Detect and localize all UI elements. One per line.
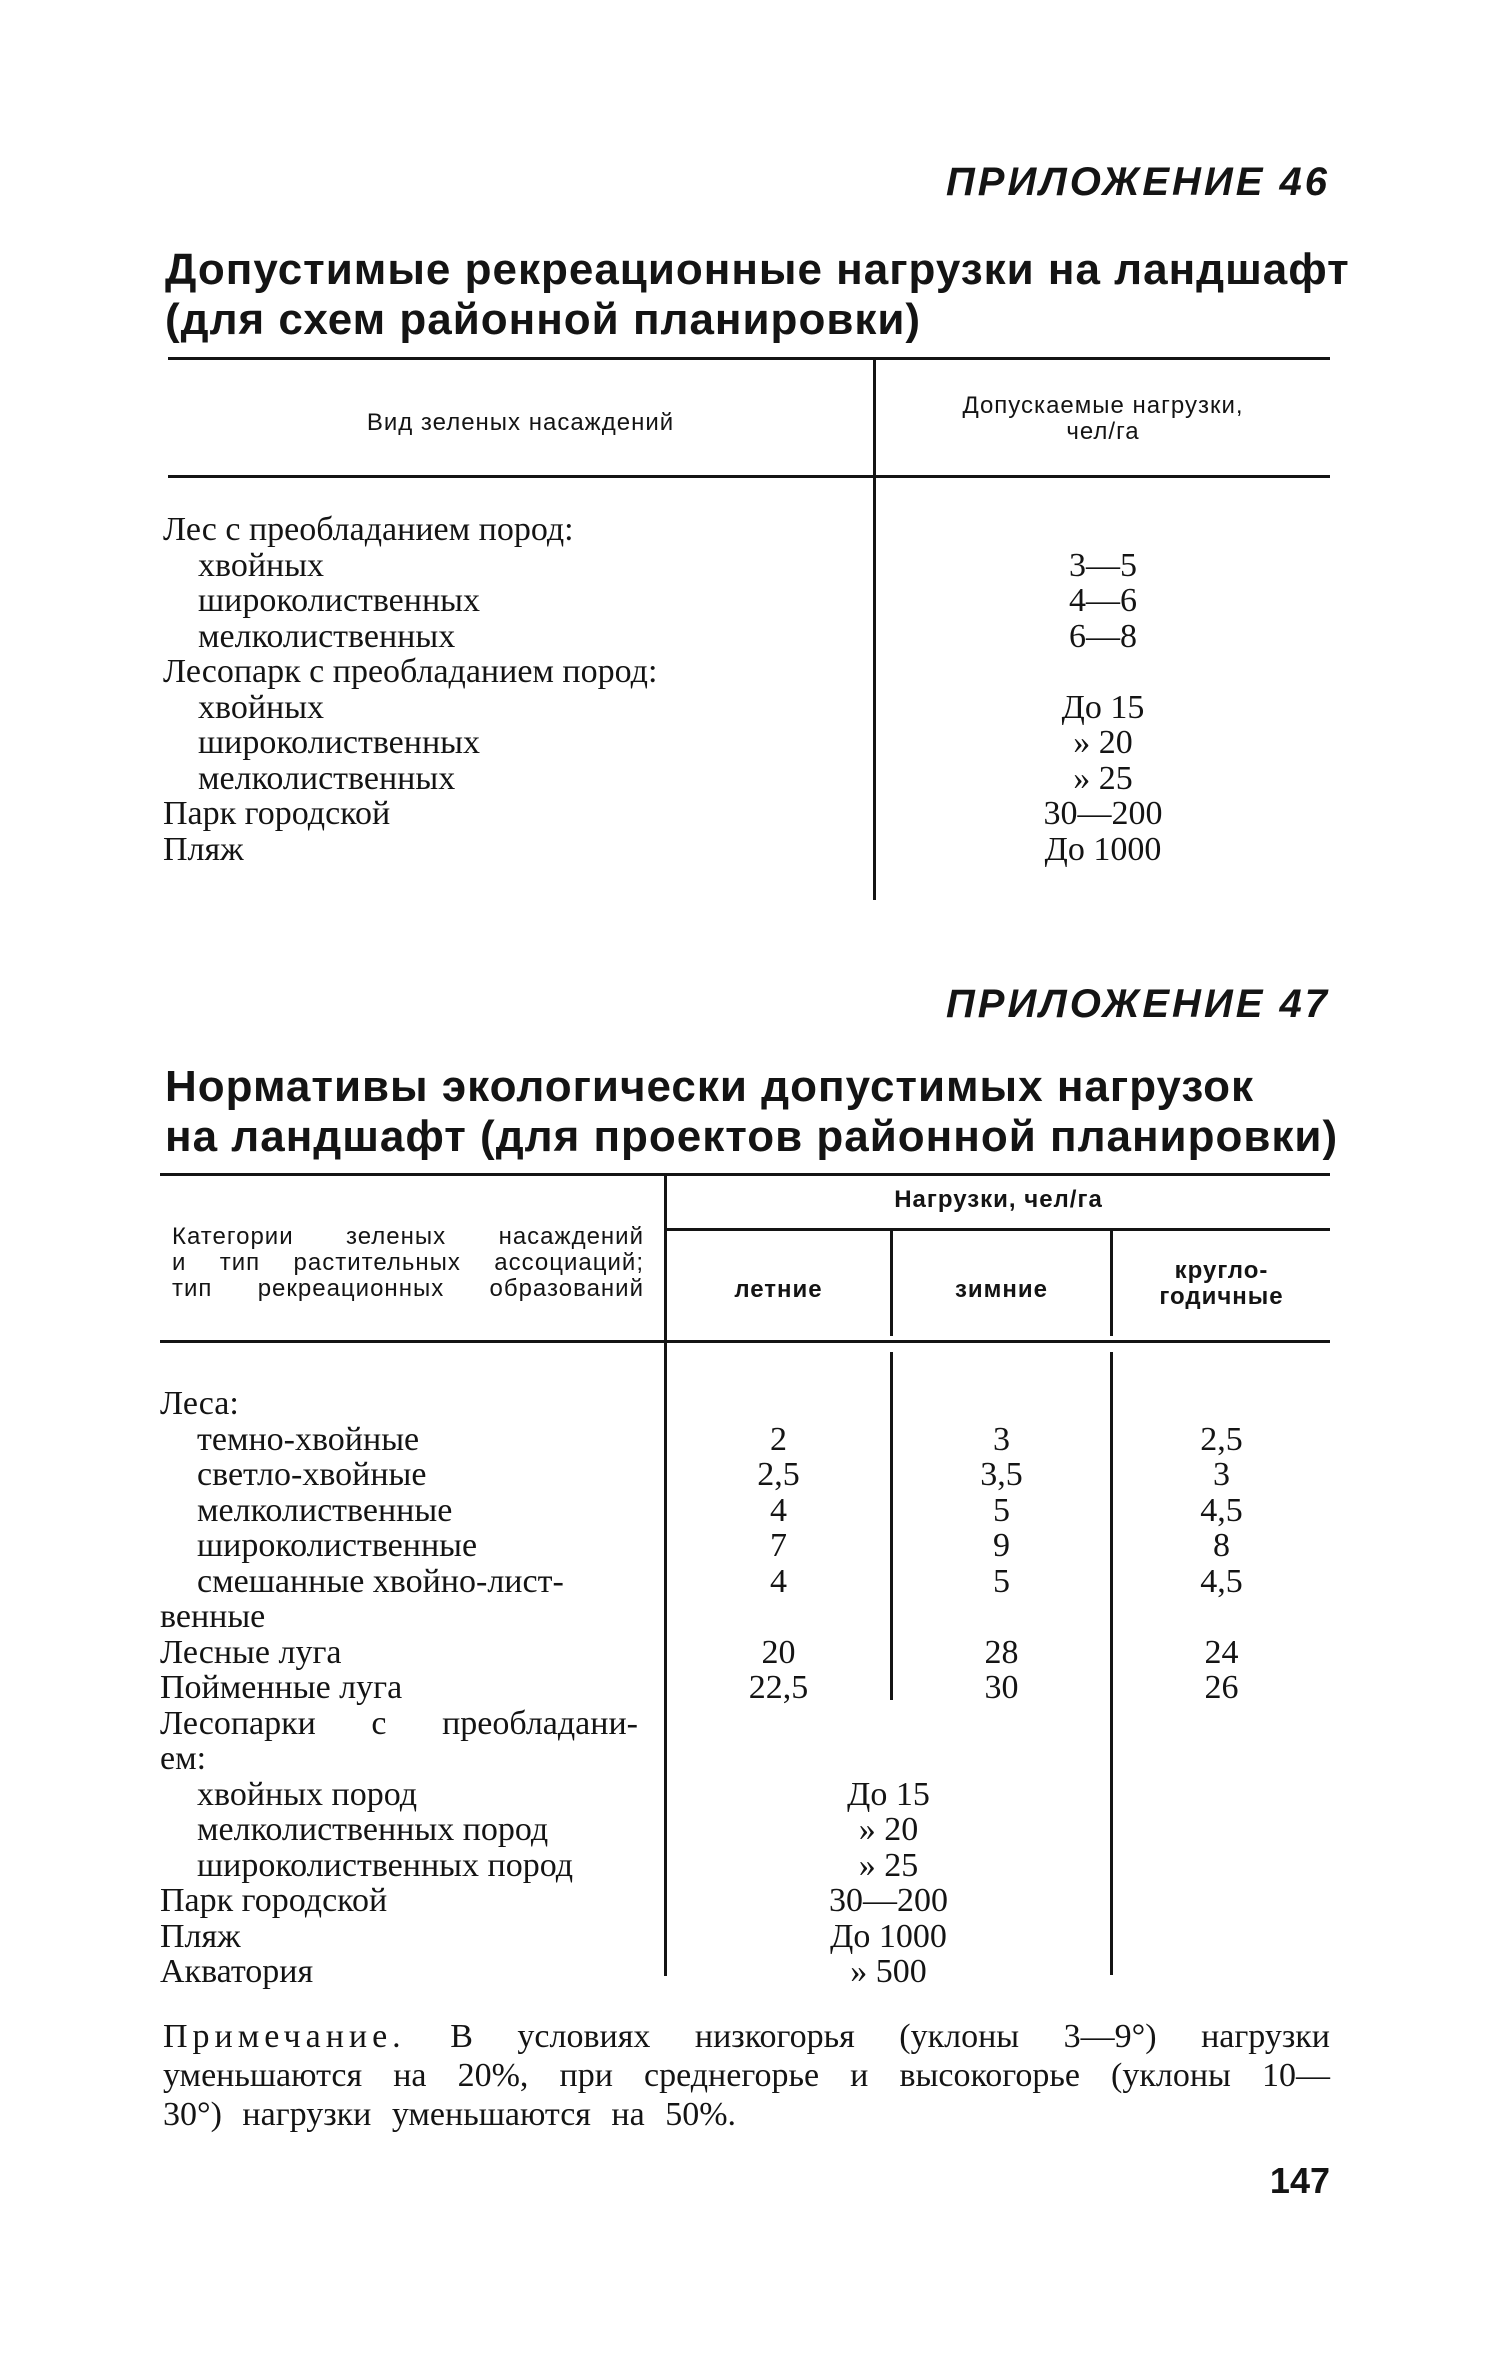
footnote-line-3: 30°) нагрузки уменьшаются на 50%. [163, 2096, 737, 2133]
table-row-year: 4,5 [1200, 1492, 1243, 1529]
table-row-winter: 9 [993, 1527, 1010, 1564]
table-row-label: мелколиственных [198, 618, 456, 655]
table-row-summer: 4 [770, 1563, 787, 1600]
table-row-summer: 7 [770, 1527, 787, 1564]
table-row-summer: 20 [761, 1634, 796, 1671]
table-row-label: хвойных пород [197, 1776, 418, 1813]
table-row-value: 30—200 [829, 1882, 948, 1919]
table-row-year: 26 [1204, 1669, 1239, 1706]
table-row-value: До 1000 [1044, 831, 1162, 868]
table-row-value: » 500 [850, 1953, 927, 1990]
table-row-label: мелколиственные [197, 1492, 453, 1529]
table-46-header-type: Вид зеленых насаждений [366, 409, 675, 436]
table-row-label: широколиственных пород [197, 1847, 574, 1884]
table-row-winter: 3 [993, 1421, 1010, 1458]
table-row-year: 4,5 [1200, 1563, 1243, 1600]
appendix-47-title-line-1: Нормативы экологически допустимых нагрузок [165, 1062, 1255, 1111]
appendix-47-title-line-2: на ландшафт (для проектов районной планировки) [165, 1112, 1339, 1161]
table-row-label: ем: [160, 1740, 207, 1777]
footnote-line-2: уменьшаются на 20%, при среднегорье и высокогорье (уклоны 10— [163, 2057, 1330, 2094]
table-row-label: Парк городской [160, 1882, 388, 1919]
table-row-value: 30—200 [1043, 795, 1163, 832]
footnote [163, 2017, 1330, 2134]
table-row-label: мелколиственных [198, 760, 456, 797]
table-row-year: 3 [1213, 1456, 1230, 1493]
table-row-value: 3—5 [1069, 547, 1137, 584]
table-row-year: 2,5 [1200, 1421, 1243, 1458]
table-row-label: Акватория [160, 1953, 314, 1990]
table-47-header-rule [160, 1340, 1330, 1343]
table-46-header-load [876, 393, 1330, 445]
appendix-46-title-line-1: Допустимые рекреационные нагрузки на ландшафт [165, 245, 1350, 294]
table-row-summer: 4 [770, 1492, 787, 1529]
table-row-label: широколиственные [197, 1527, 478, 1564]
table-row-value: » 20 [1073, 724, 1133, 761]
table-row-winter: 28 [984, 1634, 1019, 1671]
table-row-label: Лесопарки с преобладани- [160, 1705, 638, 1742]
table-row-value: До 15 [847, 1776, 930, 1813]
table-47-header-category-line-2: и тип растительных ассоциаций; [172, 1249, 644, 1276]
table-row-winter: 30 [984, 1669, 1019, 1706]
table-47-header-summer: летние [734, 1276, 823, 1303]
table-row-label: смешанные хвойно-лист- [197, 1563, 564, 1600]
table-row-label: Леса: [160, 1385, 239, 1422]
table-row-label: светло-хвойные [197, 1456, 427, 1493]
table-47-top-rule [160, 1173, 1330, 1176]
table-row-label: Лес с преобладанием пород: [163, 511, 574, 548]
table-row-label: широколиственных [198, 582, 481, 619]
table-row-label: хвойных [198, 547, 325, 584]
table-46-top-rule [168, 357, 1330, 360]
footnote-line-1 [163, 2017, 1330, 2056]
table-47-header-category-line-3: тип рекреационных образований [172, 1275, 644, 1302]
table-row-year: 8 [1213, 1527, 1230, 1564]
footnote-label: Примечание. [163, 2018, 406, 2055]
table-row-label: Пойменные луга [160, 1669, 403, 1706]
table-row-value: До 1000 [830, 1918, 947, 1955]
table-row-label: хвойных [198, 689, 325, 726]
table-row-label: широколиственных [198, 724, 481, 761]
table-row-label: Пляж [163, 831, 244, 868]
table-row-value: » 20 [858, 1811, 919, 1848]
page-number: 147 [1269, 2160, 1330, 2201]
table-47-header-year-line-2: годичные [1159, 1283, 1284, 1310]
table-row-year: 24 [1204, 1634, 1239, 1671]
table-row-value: » 25 [1073, 760, 1133, 797]
table-47-header-year-line-1: кругло- [1174, 1257, 1269, 1284]
table-47-loads-rule [667, 1228, 1330, 1231]
table-47-header-winter: зимние [954, 1276, 1049, 1303]
table-47-header-category-line-1: Категории зеленых насаждений [172, 1223, 644, 1250]
table-row-label: мелколиственных пород [197, 1811, 549, 1848]
table-row-label: Пляж [160, 1918, 241, 1955]
table-row-label: Лесные луга [160, 1634, 342, 1671]
table-row-winter: 5 [993, 1492, 1010, 1529]
table-row-summer: 22,5 [748, 1669, 809, 1706]
table-46-header-load-line-1: Допускаемые нагрузки, [962, 392, 1244, 419]
table-row-winter: 5 [993, 1563, 1010, 1600]
table-row-label: темно-хвойные [197, 1421, 420, 1458]
table-row-label: венные [160, 1598, 266, 1635]
appendix-47-label: ПРИЛОЖЕНИЕ 47 [946, 982, 1330, 1026]
table-row-value: 4—6 [1069, 582, 1137, 619]
appendix-46-title [165, 245, 1350, 345]
table-46-header-rule [168, 475, 1330, 478]
table-47-header-year [1113, 1258, 1330, 1310]
table-row-value: » 25 [858, 1847, 919, 1884]
table-row-summer: 2 [770, 1421, 787, 1458]
appendix-46-title-line-2: (для схем районной планировки) [165, 295, 922, 344]
table-row-value: До 15 [1061, 689, 1145, 726]
table-row-label: Лесопарк с преобладанием пород: [163, 653, 658, 690]
appendix-46-label: ПРИЛОЖЕНИЕ 46 [946, 160, 1330, 204]
table-row-summer: 2,5 [757, 1456, 800, 1493]
table-row-value: 6—8 [1069, 618, 1137, 655]
appendix-47-title [165, 1062, 1338, 1162]
footnote-line-1-text: В условиях низкогорья (уклоны 3—9°) нагрузки [450, 2018, 1330, 2055]
table-row-label: Парк городской [163, 795, 391, 832]
table-row-winter: 3,5 [980, 1456, 1023, 1493]
table-47-header-loads: Нагрузки, чел/га [894, 1186, 1103, 1213]
table-47-header-category [172, 1224, 644, 1302]
table-46-header-load-line-2: чел/га [1066, 418, 1140, 445]
